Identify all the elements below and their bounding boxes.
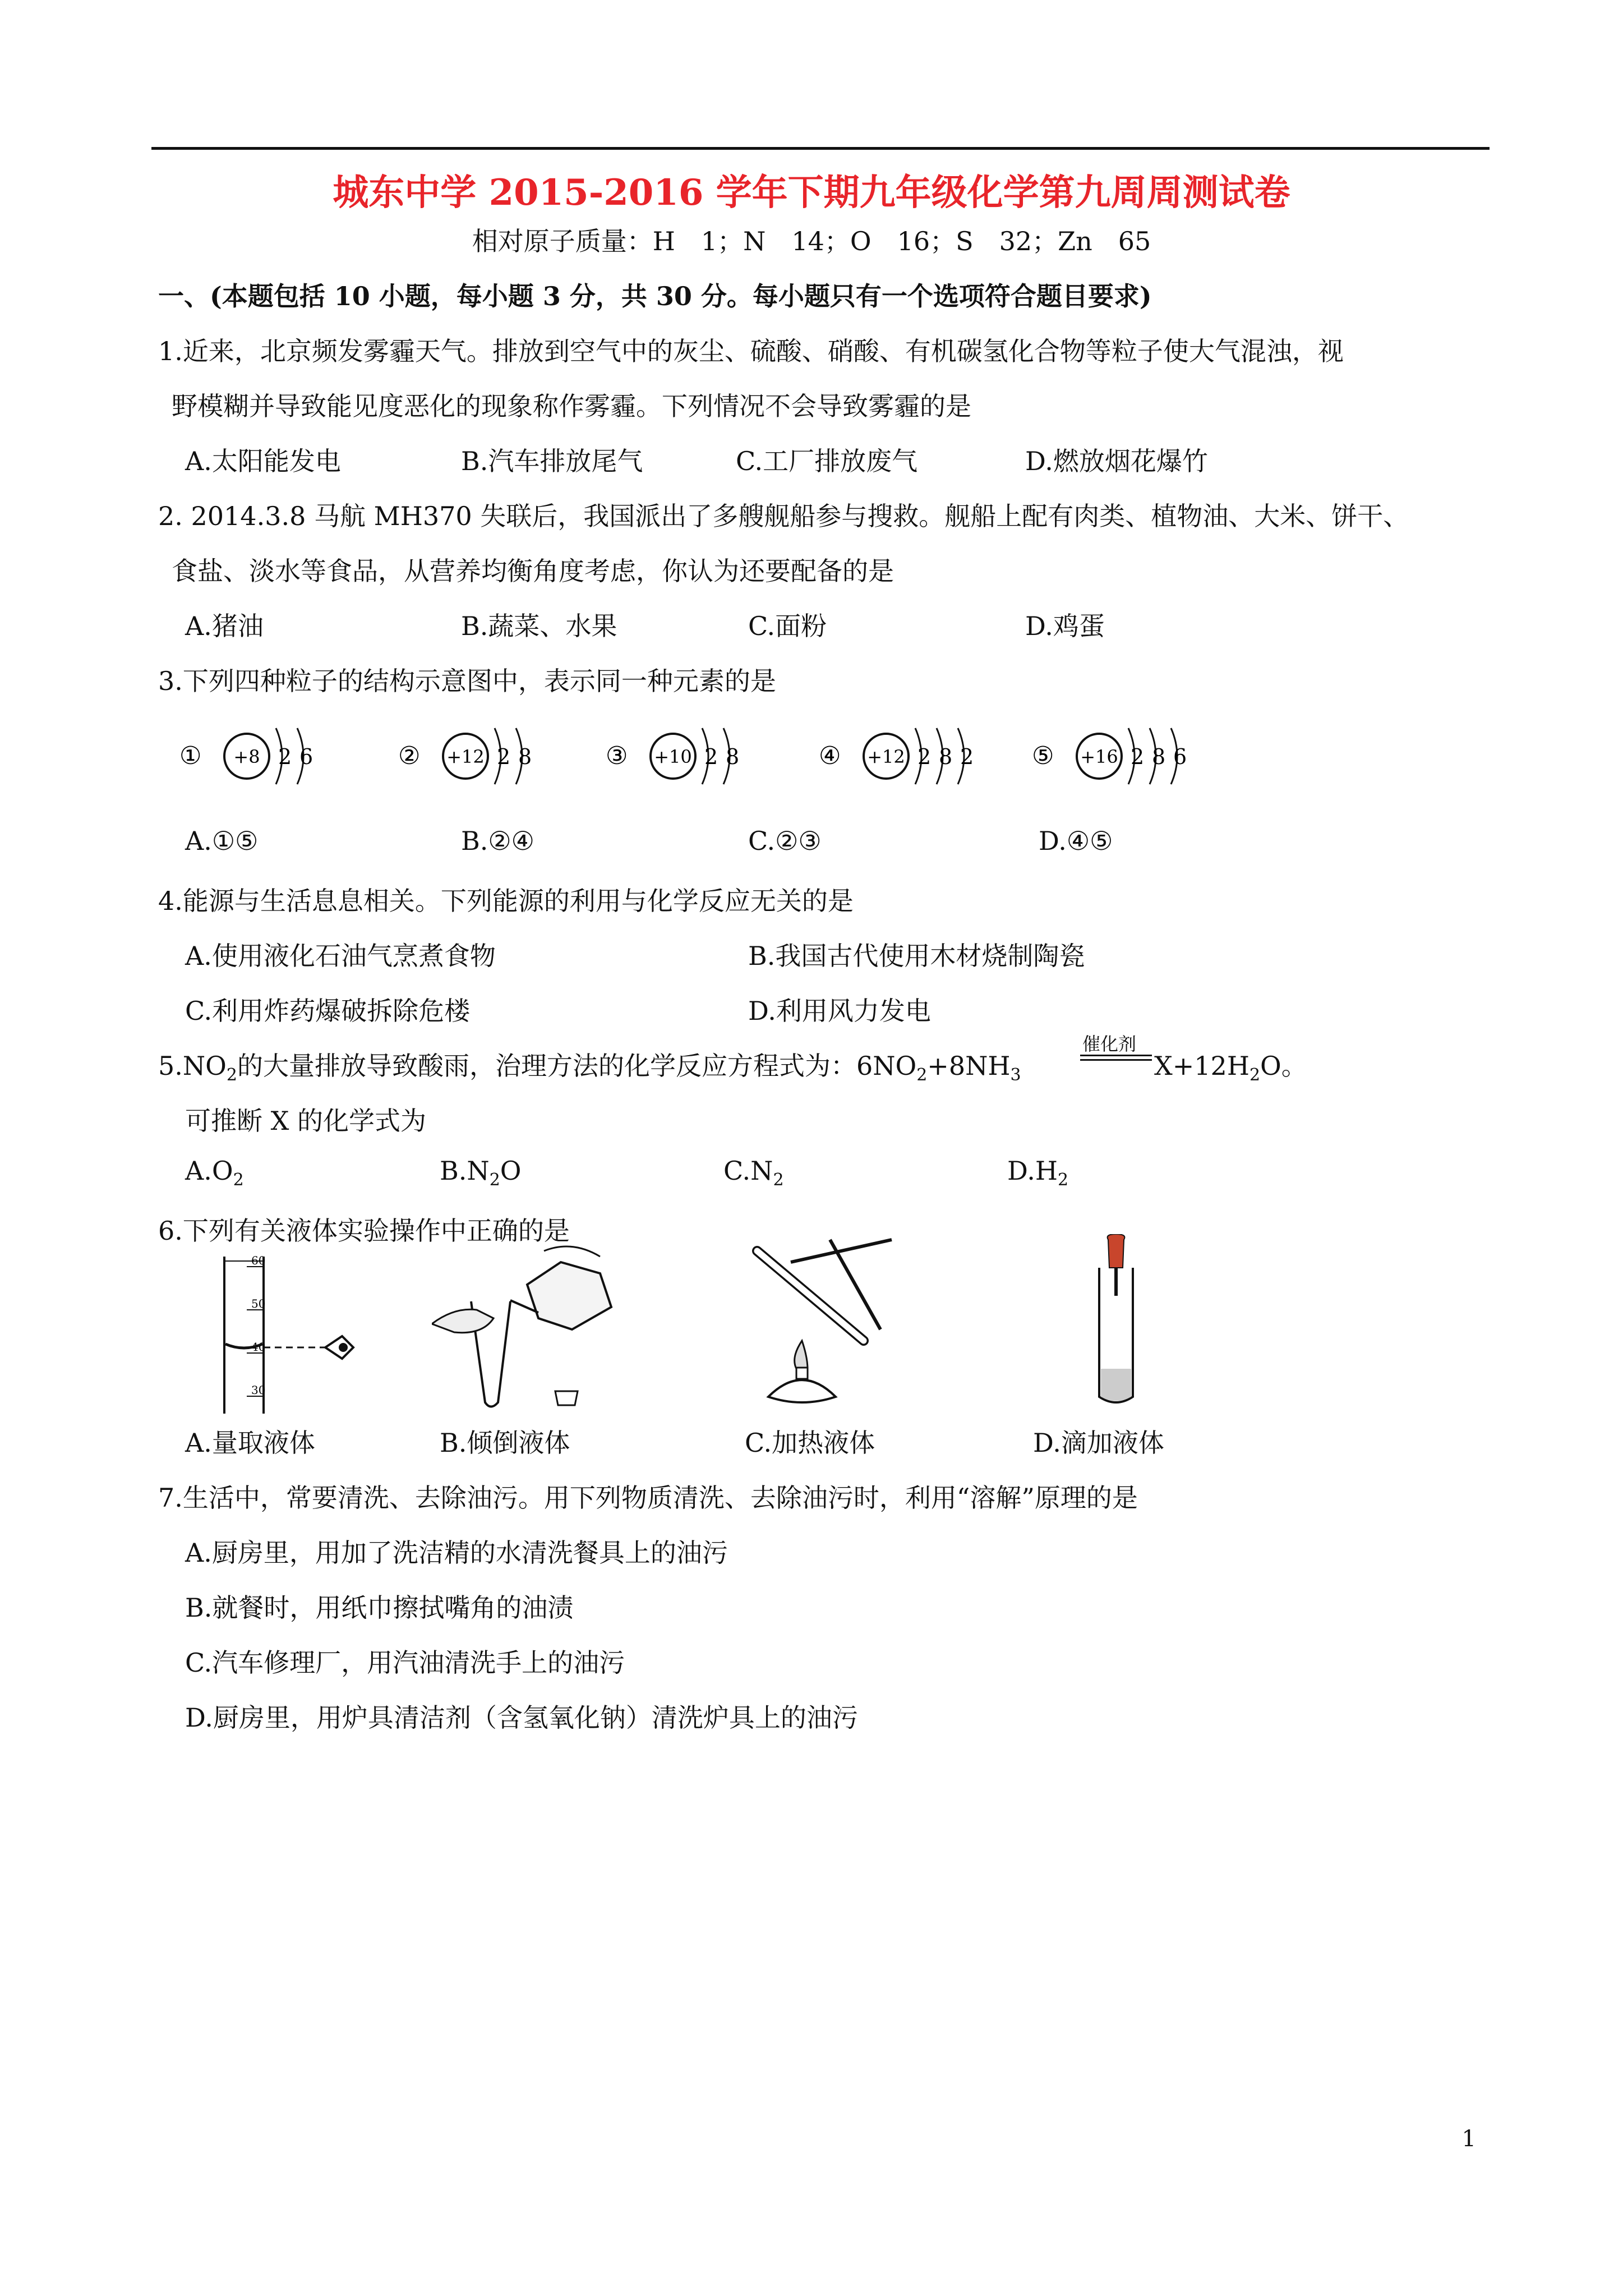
electron-count: 2 — [278, 744, 292, 769]
particle-label: ④ — [819, 742, 841, 770]
q6-option-d: D.滴加液体 — [1033, 1428, 1164, 1458]
q4-option-d: D.利用风力发电 — [748, 996, 931, 1026]
q4-option-b: B.我国古代使用木材烧制陶瓷 — [748, 941, 1085, 971]
exam-title: 城东中学 2015-2016 学年下期九年级化学第九周周测试卷 — [333, 172, 1290, 214]
electron-count: 2 — [960, 744, 974, 769]
q4-option-c: C.利用炸药爆破拆除危楼 — [185, 996, 471, 1026]
q6-option-a: A.量取液体 — [185, 1428, 315, 1458]
q5-catalyst-label: 催化剂 — [1082, 1033, 1137, 1055]
particle-1 — [179, 728, 313, 784]
q7-option-b: B.就餐时，用纸巾擦拭嘴角的油渍 — [185, 1593, 574, 1623]
q4-stem: 4.能源与生活息息相关。下列能源的利用与化学反应无关的是 — [158, 886, 854, 916]
q6-option-c: C.加热液体 — [745, 1428, 875, 1458]
q3-particle-diagrams — [179, 712, 1200, 802]
q5-stem-product: $X+12H_2O$。 — [1154, 1051, 1307, 1085]
tick-50: 50 — [251, 1297, 266, 1310]
q1-stem-line1: 1.近来，北京频发雾霾天气。排放到空气中的灰尘、硫酸、硝酸、有机碳氢化合物等粒子使大气混浊，视 — [158, 336, 1344, 366]
q5-option-c: $C.N_2$ — [723, 1156, 784, 1190]
q3-stem: 3.下列四种粒子的结构示意图中，表示同一种元素的是 — [158, 666, 776, 696]
nucleus-charge: +16 — [1080, 746, 1118, 767]
particle-label: ⑤ — [1032, 742, 1054, 770]
q5-reaction-arrow-top — [1080, 1055, 1152, 1056]
particle-label: ② — [398, 742, 421, 770]
page-number: 1 — [1461, 2126, 1476, 2152]
q2-option-b: B.蔬菜、水果 — [461, 611, 617, 641]
electron-count: 6 — [299, 744, 313, 769]
tick-60: 60 — [251, 1254, 266, 1267]
q5-option-a: $A.O_2$ — [185, 1156, 244, 1190]
q2-stem-line2: 食盐、淡水等食品，从营养均衡角度考虑，你认为还要配备的是 — [172, 556, 894, 586]
nucleus-charge: +10 — [654, 746, 692, 767]
q5-option-b: $B.N_2O$ — [440, 1156, 522, 1190]
q4-option-a: A.使用液化石油气烹煮食物 — [185, 941, 496, 971]
q1-option-c: C.工厂排放废气 — [736, 446, 918, 476]
q1-option-b: B.汽车排放尾气 — [461, 446, 643, 476]
atomic-masses: 相对原子质量：H 1；N 14；O 16；S 32；Zn 65 — [472, 226, 1151, 256]
header-rule — [151, 147, 1490, 150]
q3-option-c: C.②③ — [748, 826, 822, 856]
q2-option-c: C.面粉 — [748, 611, 827, 641]
electron-count: 8 — [726, 744, 740, 769]
q6-option-b: B.倾倒液体 — [440, 1428, 570, 1458]
particle-label: ③ — [606, 742, 628, 770]
electron-count: 2 — [1131, 744, 1145, 769]
q3-option-b: B.②④ — [461, 826, 534, 856]
particle-label: ① — [179, 742, 202, 770]
q7-option-c: C.汽车修理厂，用汽油清洗手上的油污 — [185, 1648, 625, 1678]
particle-2 — [398, 728, 532, 784]
electron-count: 8 — [1152, 744, 1166, 769]
q6-stem: 6.下列有关液体实验操作中正确的是 — [158, 1216, 570, 1246]
q3-option-d: D.④⑤ — [1039, 826, 1113, 856]
electron-count: 6 — [1173, 744, 1187, 769]
q1-stem-line2: 野模糊并导致能见度恶化的现象称作雾霾。下列情况不会导致雾霾的是 — [172, 391, 971, 421]
q5-option-d: $D.H_2$ — [1007, 1156, 1069, 1190]
tick-40: 40 — [251, 1340, 266, 1354]
section-heading: 一、(本题包括 10 小题，每小题 3 分，共 30 分。每小题只有一个选项符合题目要求) — [158, 281, 1152, 311]
electron-count: 2 — [497, 744, 511, 769]
nucleus-charge: +12 — [446, 746, 485, 767]
q5-stem-line2: 可推断 X 的化学式为 — [185, 1106, 426, 1136]
q2-option-a: A.猪油 — [185, 611, 264, 641]
tick-30: 30 — [251, 1383, 266, 1397]
q3-option-a: A.①⑤ — [185, 826, 259, 856]
particle-5 — [1032, 728, 1187, 784]
pouring-liquid-illustration — [432, 1240, 623, 1414]
electron-count: 8 — [518, 744, 532, 769]
q5-reaction-arrow-bottom — [1080, 1059, 1152, 1061]
q7-option-d: D.厨房里，用炉具清洁剂（含氢氧化钠）清洗炉具上的油污 — [185, 1703, 858, 1733]
q7-stem: 7.生活中，常要清洗、去除油污。用下列物质清洗、去除油污时，利用“溶解”原理的是 — [158, 1483, 1138, 1513]
heating-liquid-illustration — [723, 1228, 925, 1414]
q7-option-a: A.厨房里，用加了洗洁精的水清洗餐具上的油污 — [185, 1538, 728, 1568]
dropper-illustration — [1082, 1234, 1150, 1414]
electron-count: 8 — [939, 744, 953, 769]
electron-count: 2 — [917, 744, 932, 769]
electron-count: 2 — [704, 744, 718, 769]
q1-option-d: D.燃放烟花爆竹 — [1025, 446, 1208, 476]
nucleus-charge: +12 — [867, 746, 905, 767]
q2-option-d: D.鸡蛋 — [1025, 611, 1105, 641]
cylinder-reading-illustration — [213, 1251, 381, 1419]
particle-4 — [819, 728, 974, 784]
q2-stem-line1: 2. 2014.3.8 马航 MH370 失联后，我国派出了多艘舰船参与搜救。舰船上配有肉类、植物油、大米、饼干、 — [158, 501, 1409, 531]
particle-3 — [606, 728, 739, 784]
q1-option-a: A.太阳能发电 — [185, 446, 341, 476]
nucleus-charge: +8 — [233, 746, 260, 767]
q5-stem-line1: $5.NO_2$的大量排放导致酸雨，治理方法的化学反应方程式为：$6NO_2+8NH_3$ — [158, 1051, 1021, 1085]
